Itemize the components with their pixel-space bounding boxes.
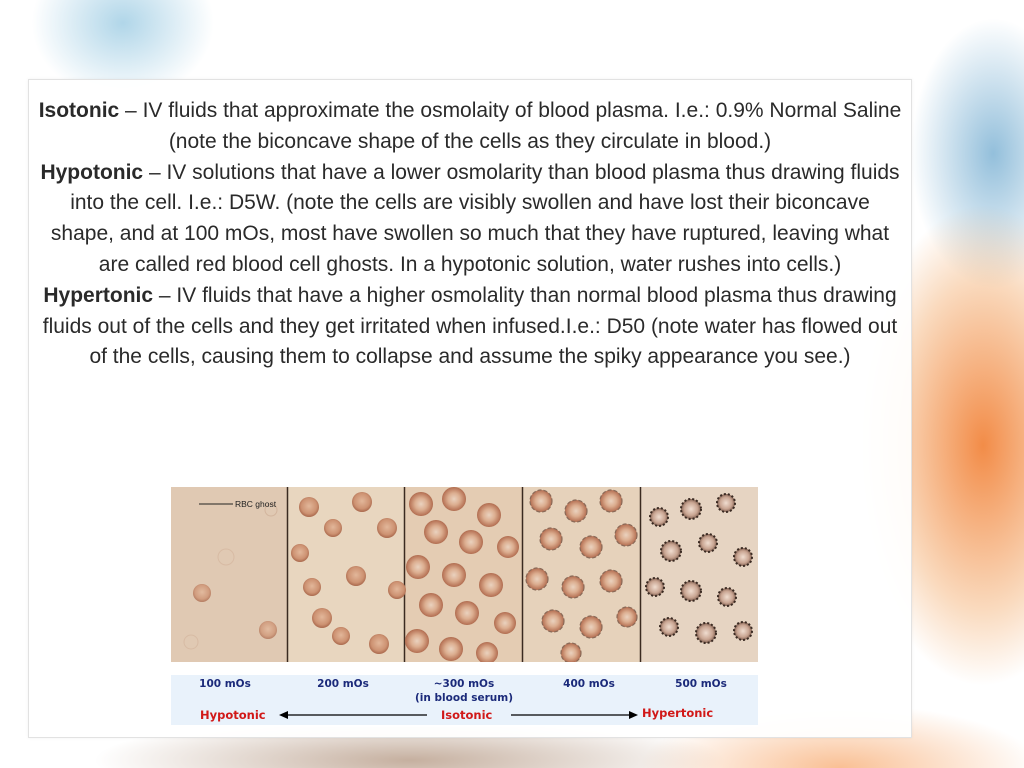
scale-label-400: 400 mOs [563,678,615,690]
isotonic-paragraph [36,96,904,158]
osmolarity-scale [171,675,758,725]
hypotonic-paragraph [36,158,904,281]
hypertonic-paragraph [36,281,904,373]
scale-label-100: 100 mOs [199,678,251,690]
hypertonic-description: – IV fluids that have a higher osmolality than normal blood plasma thus drawing fluids out of the cells and they get irritated when infused.I.e.: D50 (note water has flowed out of the cells, causing them to collapse and assume the spiky appearance you see.) [42,283,898,369]
isotonic-description: – IV fluids that approximate the osmolaity of blood plasma. I.e.: 0.9% Normal Saline (note the biconcave shape of the cells as they circulate in blood.) [119,99,902,153]
hypotonic-scale-label: Hypotonic [200,708,266,722]
scale-label-300: ~300 mOs [433,678,495,690]
scale-label-500: 500 mOs [675,678,727,690]
isotonic-scale-label: Isotonic [441,708,493,722]
hypertonic-term: Hypertonic [43,283,154,307]
scale-arrows [171,675,758,725]
rbc-ghost-label: RBC ghost [235,499,277,509]
scale-sublabel-300: (in blood serum) [414,692,514,704]
isotonic-term: Isotonic [38,99,120,122]
scale-label-200: 200 mOs [317,678,369,690]
hypotonic-description: – IV solutions that have a lower osmolarity than blood plasma thus drawing fluids into the cell. I.e.: D5W. (note the cells are visibly swollen and have lost their biconcave shape, and at 100 mOs, most have swollen so much that they have ruptured, leaving what are called red blood cell ghosts. In a hypotonic solution, water rushes into cells.) [50,160,900,276]
cell-micrographs [171,487,758,662]
slide-text [36,96,904,373]
hypotonic-term: Hypotonic [40,160,144,184]
hypertonic-scale-label: Hypertonic [642,706,714,720]
left-arrow-head [279,711,288,719]
right-arrow-head [629,711,638,719]
red-blood-cell-figure [171,487,758,727]
